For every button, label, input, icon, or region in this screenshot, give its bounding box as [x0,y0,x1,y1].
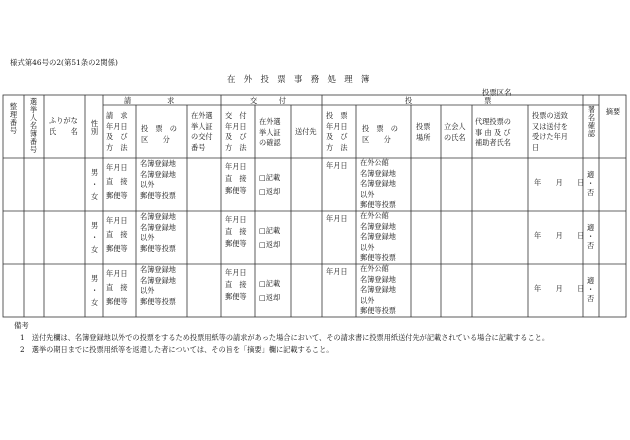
header-vote-place: 投票 場所 [416,122,431,142]
request-method-cell: 年月日 直 接 郵便等 [106,163,128,200]
sex-cell: 男 ・ 女 [91,221,99,254]
header-delivery-date: 交 付 年月日 及 び 方 法 [225,111,247,152]
delivery-method-cell: 年月日 直 接 郵便等 [225,268,247,301]
request-method-cell: 年月日 直 接 郵便等 [106,216,128,253]
header-sent-received-date: 投票の送致 又は送付を 受けた年月 日 [532,111,568,152]
header-request-group: 請 求 [124,96,175,105]
header-vote-group: 投 票 [405,96,492,105]
header-name: 氏 名 [49,127,78,136]
header-delivery-certificate-check: 在外選 挙人証 の確認 [259,117,281,147]
certificate-check-cell: □記載 □返却 [259,173,281,196]
header-remarks: 摘要 [605,107,621,116]
header-voter-list-number: 選挙人名簿番号 [29,97,38,154]
request-category-cell: 名簿登録地 名簿登録地 以外 郵便等投票 [140,212,176,253]
header-seiri-number: 整理番号 [9,102,18,135]
sent-date-cell: 年 月 日 [534,178,585,187]
header-request-certificate: 在外選 挙人証 の交付 番号 [191,111,213,152]
vote-category-cell: 在外公館 名簿登録地 名簿登録地 以外 郵便等投票 [360,211,396,262]
signature-check-cell: 適 ・ 否 [587,276,595,303]
vote-category-cell: 在外公館 名簿登録地 名簿登録地 以外 郵便等投票 [360,158,396,209]
signature-check-cell: 適 ・ 否 [587,170,595,197]
sent-date-cell: 年 月 日 [534,284,585,293]
sent-date-cell: 年 月 日 [534,231,585,240]
certificate-check-cell: □記載 □返却 [259,279,281,302]
request-category-cell: 名簿登録地 名簿登録地 以外 郵便等投票 [140,159,176,200]
header-vote-category: 投 票 の 区 分 [362,124,406,144]
certificate-check-cell: □記載 □返却 [259,226,281,249]
vote-category-cell: 在外公館 名簿登録地 名簿登録地 以外 郵便等投票 [360,264,396,315]
note-item: 2 選挙の期日までに投票用紙等を返還した者については、その旨を「摘要」欄に記載すること。 [20,345,334,354]
page-title: 在 外 投 票 事 務 処 理 簿 [227,74,370,84]
header-request-date: 請 求 年月日 及 び 方 法 [106,111,128,152]
form-label: 様式第46号の2(第51条の2関係) [10,58,118,67]
delivery-method-cell: 年月日 直 接 郵便等 [225,162,247,195]
header-proxy-vote: 代理投票の 事 由 及 び 補助者氏名 [475,117,511,147]
sex-cell: 男 ・ 女 [91,168,99,201]
header-delivery-group: 交 付 [250,96,286,105]
header-signature-check: 署名確認 [587,105,596,138]
header-furigana: ふりがな [49,116,78,125]
header-sex: 性別 [90,119,99,136]
header-request-category: 投 票 の 区 分 [141,124,185,144]
vote-date-cell: 年月日 [326,214,348,223]
vote-date-cell: 年月日 [326,161,348,170]
request-method-cell: 年月日 直 接 郵便等 [106,269,128,306]
vote-date-cell: 年月日 [326,267,348,276]
header-vote-date: 投 票 年月日 及 び 方 法 [326,111,348,152]
header-send-destination: 送付先 [295,127,317,136]
sex-cell: 男 ・ 女 [91,274,99,307]
delivery-method-cell: 年月日 直 接 郵便等 [225,215,247,248]
request-category-cell: 名簿登録地 名簿登録地 以外 郵便等投票 [140,265,176,306]
header-witness-name: 立会人 の氏名 [444,122,466,142]
note-item: 1 送付先欄は、名簿登録地以外での投票をするため投票用紙等の請求があった場合において、その請求書に投票用紙送付先が記載されている場合に記載すること。 [20,333,550,342]
district-label: 投票区名 [482,88,512,97]
signature-check-cell: 適 ・ 否 [587,223,595,250]
notes-heading: 備考 [14,321,29,330]
